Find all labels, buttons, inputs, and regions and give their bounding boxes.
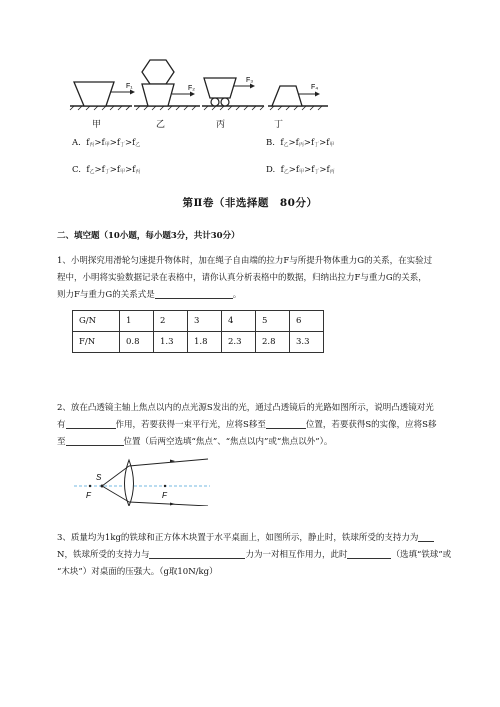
option-d[interactable]: D. $f_乙>f_甲>f_丁>f_丙$	[266, 165, 335, 175]
option-a[interactable]: A. $f_丙>f_甲>f_丁>f_乙$	[72, 138, 141, 148]
part-two-title: 第Ⅱ卷（非选择题 80分）	[182, 197, 318, 209]
table-row: F/N 0.8 1.3 1.8 2.3 2.8 3.3	[73, 332, 324, 353]
figure-label-bing: 丙	[216, 120, 226, 130]
force-label: F₂	[188, 85, 195, 92]
data-table	[72, 310, 324, 353]
source-label: S	[96, 473, 102, 482]
force-label: F₁	[126, 83, 133, 90]
answer-blank[interactable]	[66, 436, 124, 446]
figure-label-jia: 甲	[92, 120, 102, 130]
figure-label-yi: 乙	[156, 120, 166, 130]
figure-label-ding: 丁	[274, 120, 284, 130]
question-1-text: 1、小明探究用滑轮匀速提升物体时，加在绳子自由端的拉力F与所提升物体重力G的关系，在实验过 程中，小明将实验数据记录在表格中，请你认真分析表格中的数据，归纳出拉力F与重力G的关系， 则力F与重力G的关系式是 。	[57, 256, 433, 300]
force-label: F₄	[311, 84, 319, 91]
figure-bing	[202, 77, 264, 110]
question-2-text: 2、放在凸透镜主轴上焦点以内的点光源S发出的光，通过凸透镜后的光路如图所示，说明凸透镜对光 有 作用，若要获得一束平行光，应将S移至 位置，若要获得S的实像，应将S移 至 位置（后两空选填“焦点”、“焦点以内”或“焦点以外”）。	[57, 403, 437, 447]
friction-figures	[68, 58, 408, 128]
question-3-text: 3、质量均为1kg的铁球和正方体木块置于水平桌面上，如图所示，静止时，铁球所受的支持力为 N，铁球所受的支持力与 力为一对相互作用力，此时 （选填“铁球”或 “木块”）对桌面的压强大。（g取10N/kg）	[57, 533, 452, 577]
force-label: F₃	[246, 77, 254, 84]
figure-jia	[70, 82, 135, 110]
answer-blank[interactable]	[418, 532, 434, 542]
figure-yi	[134, 60, 200, 110]
answer-blank[interactable]	[66, 419, 116, 429]
option-c[interactable]: C. $f_乙>f_丁>f_甲>f_丙$	[72, 165, 141, 175]
answer-blank[interactable]	[347, 549, 391, 559]
focus-label-right: F	[162, 491, 167, 500]
lens-diagram	[72, 456, 212, 506]
answer-blank[interactable]	[266, 419, 306, 429]
answer-blank[interactable]	[155, 289, 233, 299]
focus-label-left: F	[86, 491, 91, 500]
table-row: G/N 1 2 3 4 5 6	[73, 311, 324, 332]
option-b[interactable]: B. $f_乙>f_丙>f_丁>f_甲$	[266, 138, 335, 148]
answer-blank[interactable]	[149, 549, 245, 559]
section-fill-in-title: 二、填空题（10小题，每小题3分，共计30分）	[57, 231, 240, 241]
figure-ding	[268, 84, 328, 110]
